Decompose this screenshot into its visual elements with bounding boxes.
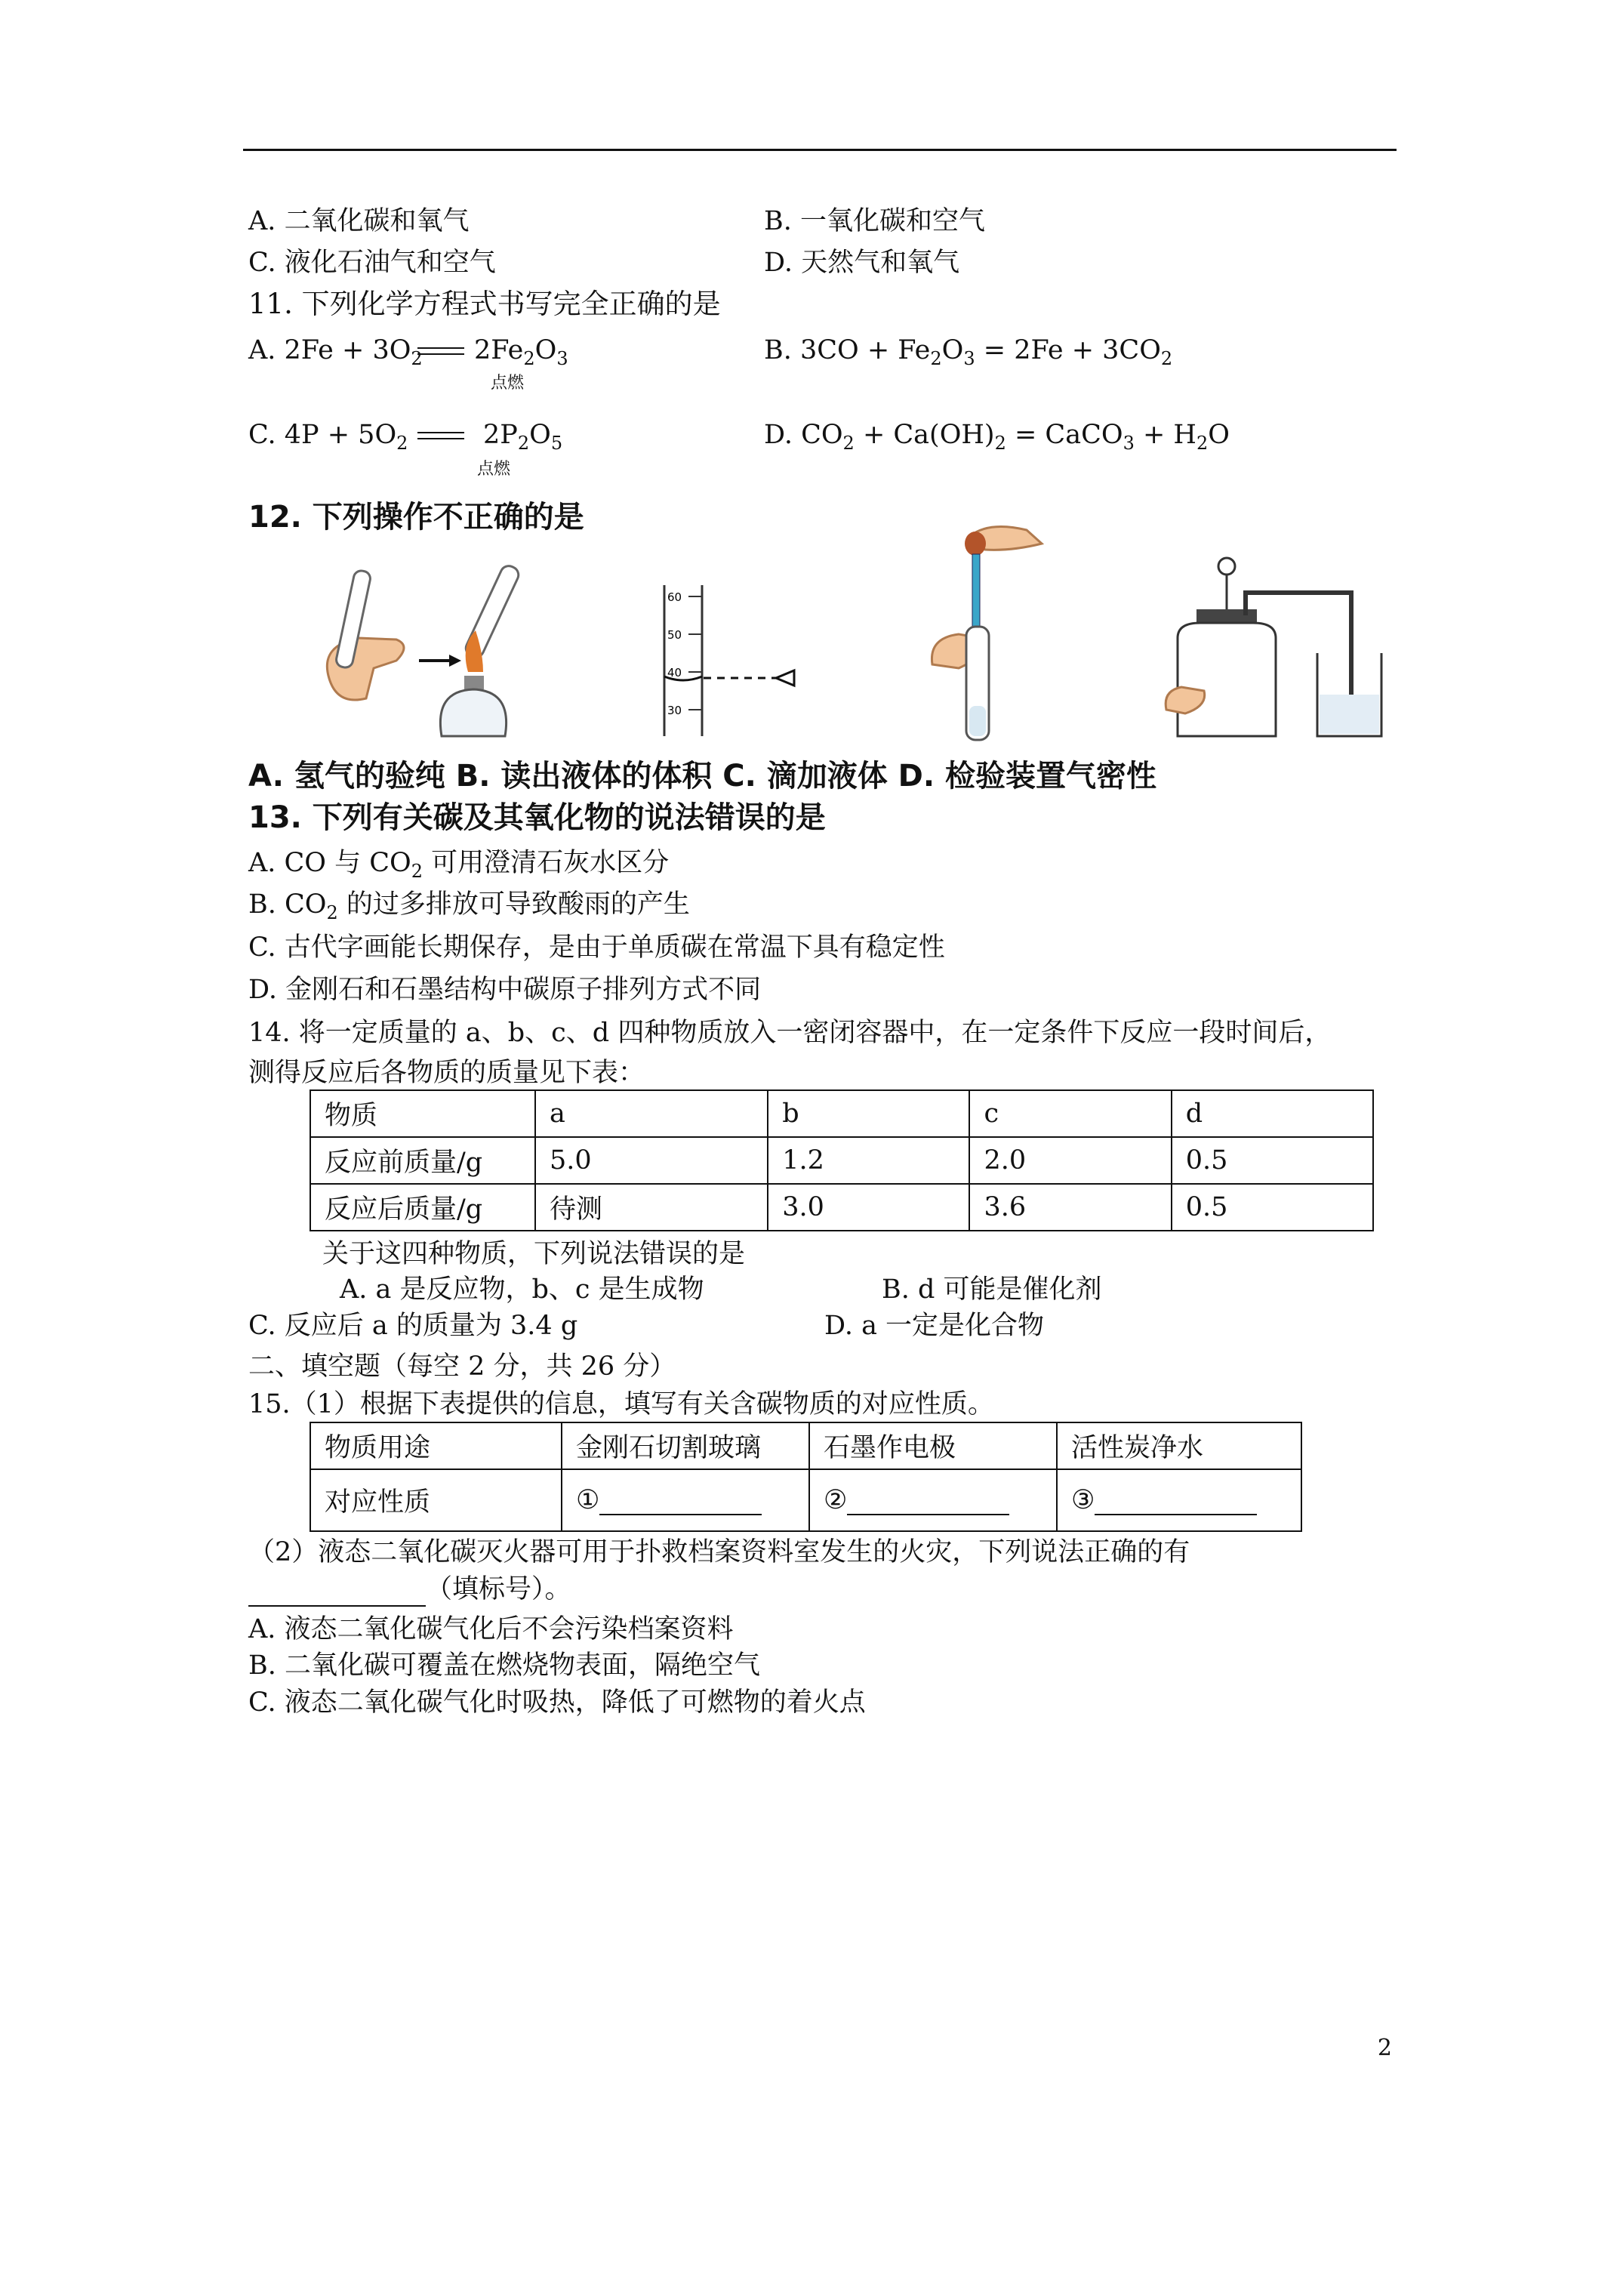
graduated-cylinder-illustration xyxy=(649,581,800,744)
q14-stem-line1: 14. 将一定质量的 a、b、c、d 四种物质放入一密闭容器中，在一定条件下反应一段时间后， xyxy=(248,1018,1332,1048)
table-cell: 2.0 xyxy=(969,1137,1171,1184)
q13-option-c: C. 古代字画能长期保存，是由于单质碳在常温下具有稳定性 xyxy=(248,932,945,963)
table-cell: 3.0 xyxy=(768,1184,969,1231)
answer-blank[interactable] xyxy=(847,1488,1009,1515)
answer-blank[interactable] xyxy=(248,1579,426,1607)
q14-option-c: C. 反应后 a 的质量为 3.4 g xyxy=(248,1311,578,1341)
answer-blank[interactable] xyxy=(599,1488,762,1515)
q14-mass-table xyxy=(310,1089,1374,1231)
q15-stem: 15.（1）根据下表提供的信息，填写有关含碳物质的对应性质。 xyxy=(248,1389,994,1419)
scale-tick-50: 50 xyxy=(667,628,682,642)
q15-option-c: C. 液态二氧化碳气化时吸热，降低了可燃物的着火点 xyxy=(248,1687,866,1718)
page-number: 2 xyxy=(1377,2035,1392,2061)
blank-marker: ① xyxy=(576,1485,600,1515)
q15-part2-line1: （2）液态二氧化碳灭火器可用于扑救档案资料室发生的火灾，下列说法正确的有 xyxy=(248,1537,1190,1567)
q13-stem: 13. 下列有关碳及其氧化物的说法错误的是 xyxy=(248,800,826,835)
answer-cell-3 xyxy=(1057,1469,1301,1531)
table-header-row xyxy=(310,1422,1301,1469)
equation-arrow xyxy=(417,347,464,355)
answer-cell-2 xyxy=(809,1469,1057,1531)
table-cell: 物质 xyxy=(310,1090,535,1137)
table-cell: 石墨作电极 xyxy=(809,1422,1057,1469)
q11-option-c: C. $4P + 5O_2$ xyxy=(248,420,408,454)
table-cell: 物质用途 xyxy=(310,1422,562,1469)
q10-option-c: C. 液化石油气和空气 xyxy=(248,248,496,278)
hydrogen-test-illustration xyxy=(313,555,525,744)
q14-prompt: 关于这四种物质，下列说法错误的是 xyxy=(322,1239,746,1269)
q13-option-a: A. CO 与 $CO_2$ 可用澄清石灰水区分 xyxy=(248,848,670,882)
q12-option-labels: A. 氢气的验纯 B. 读出液体的体积 C. 滴加液体 D. 检验装置气密性 xyxy=(248,759,1157,794)
answer-blank[interactable] xyxy=(1095,1488,1257,1515)
q13-option-b: B. $CO_2$ 的过多排放可导致酸雨的产生 xyxy=(248,889,690,923)
table-cell: 活性炭净水 xyxy=(1057,1422,1301,1469)
table-cell: 0.5 xyxy=(1172,1184,1373,1231)
table-cell: c xyxy=(969,1090,1171,1137)
table-cell: 反应前质量/g xyxy=(310,1137,535,1184)
q14-option-b: B. d 可能是催化剂 xyxy=(882,1274,1102,1305)
q11-option-a-product: $2Fe_2O_3$ xyxy=(474,335,568,369)
section-heading: 二、填空题（每空 2 分，共 26 分） xyxy=(248,1351,676,1382)
blank-marker: ② xyxy=(824,1485,848,1515)
scale-tick-60: 60 xyxy=(667,590,682,604)
q11-option-c-product: $2P_2O_5$ xyxy=(483,420,563,454)
table-cell: 5.0 xyxy=(535,1137,768,1184)
condition-label: 点燃 xyxy=(477,460,511,479)
q12-stem: 12. 下列操作不正确的是 xyxy=(248,500,584,535)
q10-option-d: D. 天然气和氧气 xyxy=(764,248,960,278)
q14-stem-line2: 测得反应后各物质的质量见下表： xyxy=(248,1058,645,1088)
table-cell: 1.2 xyxy=(768,1137,969,1184)
q13-option-d: D. 金刚石和石墨结构中碳原子排列方式不同 xyxy=(248,975,762,1005)
scale-tick-30: 30 xyxy=(667,704,682,717)
table-row xyxy=(310,1137,1373,1184)
q14-option-a: A. a 是反应物，b、c 是生成物 xyxy=(340,1274,704,1305)
blank-marker: ③ xyxy=(1071,1485,1095,1515)
answer-cell-1 xyxy=(562,1469,809,1531)
top-rule xyxy=(243,149,1397,151)
condition-label: 点燃 xyxy=(491,374,525,393)
equation-arrow xyxy=(417,432,464,439)
q15-property-table xyxy=(310,1422,1302,1532)
table-row xyxy=(310,1184,1373,1231)
table-row xyxy=(310,1469,1301,1531)
q11-option-a: A. $2Fe + 3O_2$ xyxy=(248,335,423,369)
table-cell: d xyxy=(1172,1090,1373,1137)
q11-stem: 11. 下列化学方程式书写完全正确的是 xyxy=(248,288,721,320)
table-cell: 3.6 xyxy=(969,1184,1171,1231)
airtightness-illustration xyxy=(1163,555,1389,744)
table-cell: b xyxy=(768,1090,969,1137)
scale-tick-40: 40 xyxy=(667,666,682,680)
q15-option-b: B. 二氧化碳可覆盖在燃烧物表面，隔绝空气 xyxy=(248,1650,760,1681)
table-cell: 反应后质量/g xyxy=(310,1184,535,1231)
table-cell: 对应性质 xyxy=(310,1469,562,1531)
q10-option-a: A. 二氧化碳和氧气 xyxy=(248,206,470,236)
q15-part2-suffix: （填标号）。 xyxy=(426,1574,571,1604)
q14-option-d: D. a 一定是化合物 xyxy=(824,1311,1045,1341)
q10-option-b: B. 一氧化碳和空气 xyxy=(764,206,985,236)
q11-option-b: B. $3CO + Fe_2O_3 = 2Fe + 3CO_2$ xyxy=(764,335,1173,369)
table-cell: 金刚石切割玻璃 xyxy=(562,1422,809,1469)
dropper-illustration xyxy=(929,521,1064,747)
table-header-row xyxy=(310,1090,1373,1137)
q15-part2-line2 xyxy=(248,1572,571,1607)
q15-option-a: A. 液态二氧化碳气化后不会污染档案资料 xyxy=(248,1614,734,1644)
q11-option-d: D. $CO_2 + Ca(OH)_2$ = CaCO$_3$ + $H_2O$ xyxy=(764,420,1230,454)
table-cell: a xyxy=(535,1090,768,1137)
table-cell: 待测 xyxy=(535,1184,768,1231)
table-cell: 0.5 xyxy=(1172,1137,1373,1184)
